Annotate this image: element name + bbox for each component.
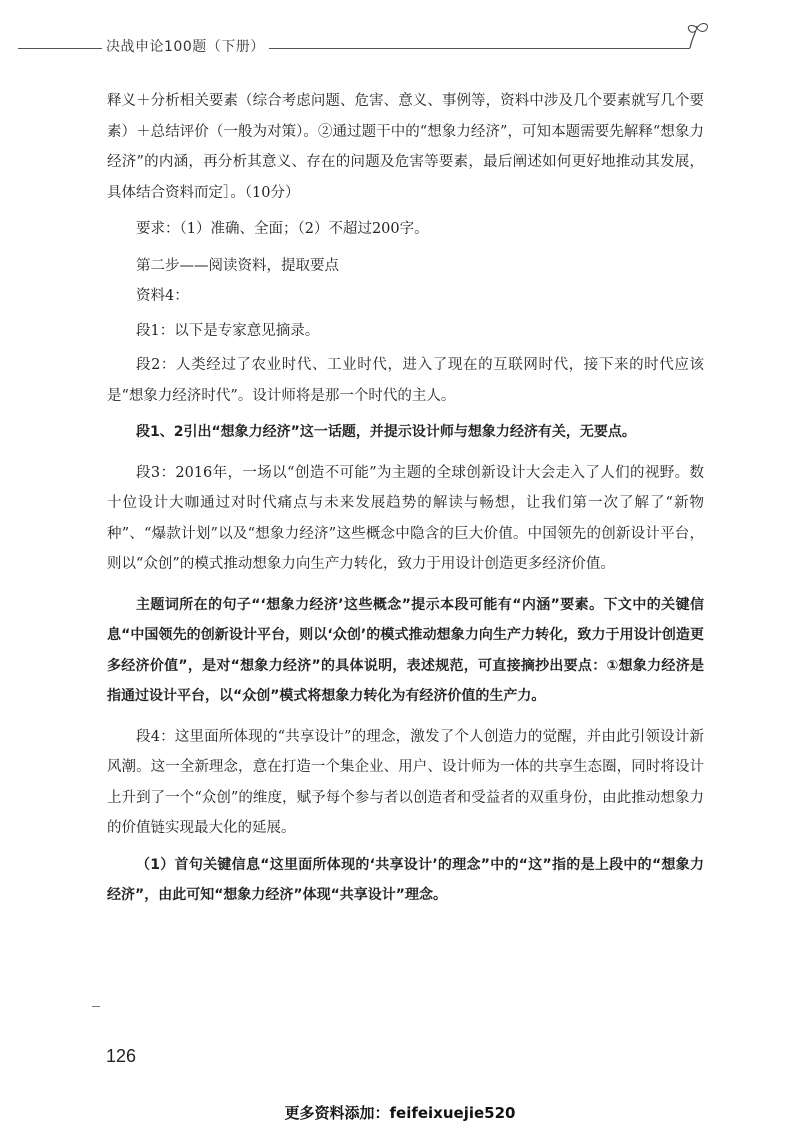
running-header-title: 决战申论100题（下册） [102,36,269,56]
paragraph-requirements: 要求：（1）准确、全面；（2）不超过200字。 [136,221,429,237]
segment-1: 段1：以下是专家意见摘录。 [136,322,320,339]
paragraph-answer-structure: 释义＋分析相关要素（综合考虑问题、危害、意义、事例等，资料中涉及几个要素就写几个要素）＋总结评价（一般为对策）。②通过题干中的“想象力经济”，可知本题需要先解释“想象力经济”的内涵，再分析其意义、存在的问题及危害等要素，最后阐述如何更好地推动其发展，具体结合资料而定］。（10分） [107,93,704,201]
segment-4: 段4：这里面所体现的“共享设计”的理念，激发了个人创造力的觉醒，并由此引领设计新风潮。这一全新理念，意在打造一个集企业、用户、设计师为一体的共享生态圈，同时将设计上升到了一个“众创”的维度，赋予每个参与者以创造者和受益者的双重身份，由此推动想象力的价值链实现最大化的延展。 [107,728,704,836]
analysis-segment-3: 主题词所在的句子“‘想象力经济’这些概念”提示本段可能有“内涵”要素。下文中的关键信息“中国领先的创新设计平台，则以‘众创’的模式推动想象力向生产力转化，致力于用设计创造更多经济价值”，是对“想象力经济”的具体说明，表述规范，可直接摘抄出要点：①想象力经济是指通过设计平台，以“众创”模式将想象力转化为有经济价值的生产力。 [107,596,704,704]
segment-2: 段2：人类经过了农业时代、工业时代，进入了现在的互联网时代，接下来的时代应该是“想象力经济时代”。设计师将是那一个时代的主人。 [107,357,704,404]
segment-3: 段3：2016年，一场以“创造不可能”为主题的全球创新设计大会走入了人们的视野。数十位设计大咖通过对时代痛点与未来发展趋势的解读与畅想，让我们第一次了解了“新物种”、“爆款计划”以及“想象力经济”这些概念中隐含的巨大价值。中国领先的创新设计平台，则以“众创”的模式推动想象力向生产力转化，致力于用设计创造更多经济价值。 [107,464,704,572]
step-heading: 第二步——阅读资料，提取要点 [136,257,339,274]
header-rule-right [258,48,690,49]
body-text [107,86,704,911]
material-label: 资料4： [136,288,189,304]
analysis-segments-1-2: 段1、2引出“想象力经济”这一话题，并提示设计师与想象力经济有关，无要点。 [136,424,636,440]
margin-mark [92,1006,100,1007]
sprout-icon [684,20,714,54]
header-rule-left [18,48,104,49]
footer-contact: 更多资料添加：feifeixuejie520 [284,1104,516,1122]
page-number: 126 [106,1046,137,1066]
analysis-segment-4: （1）首句关键信息“这里面所体现的‘共享设计’的理念”中的“这”指的是上段中的“想象力经济”，由此可知“想象力经济”体现“共享设计”理念。 [107,856,704,903]
